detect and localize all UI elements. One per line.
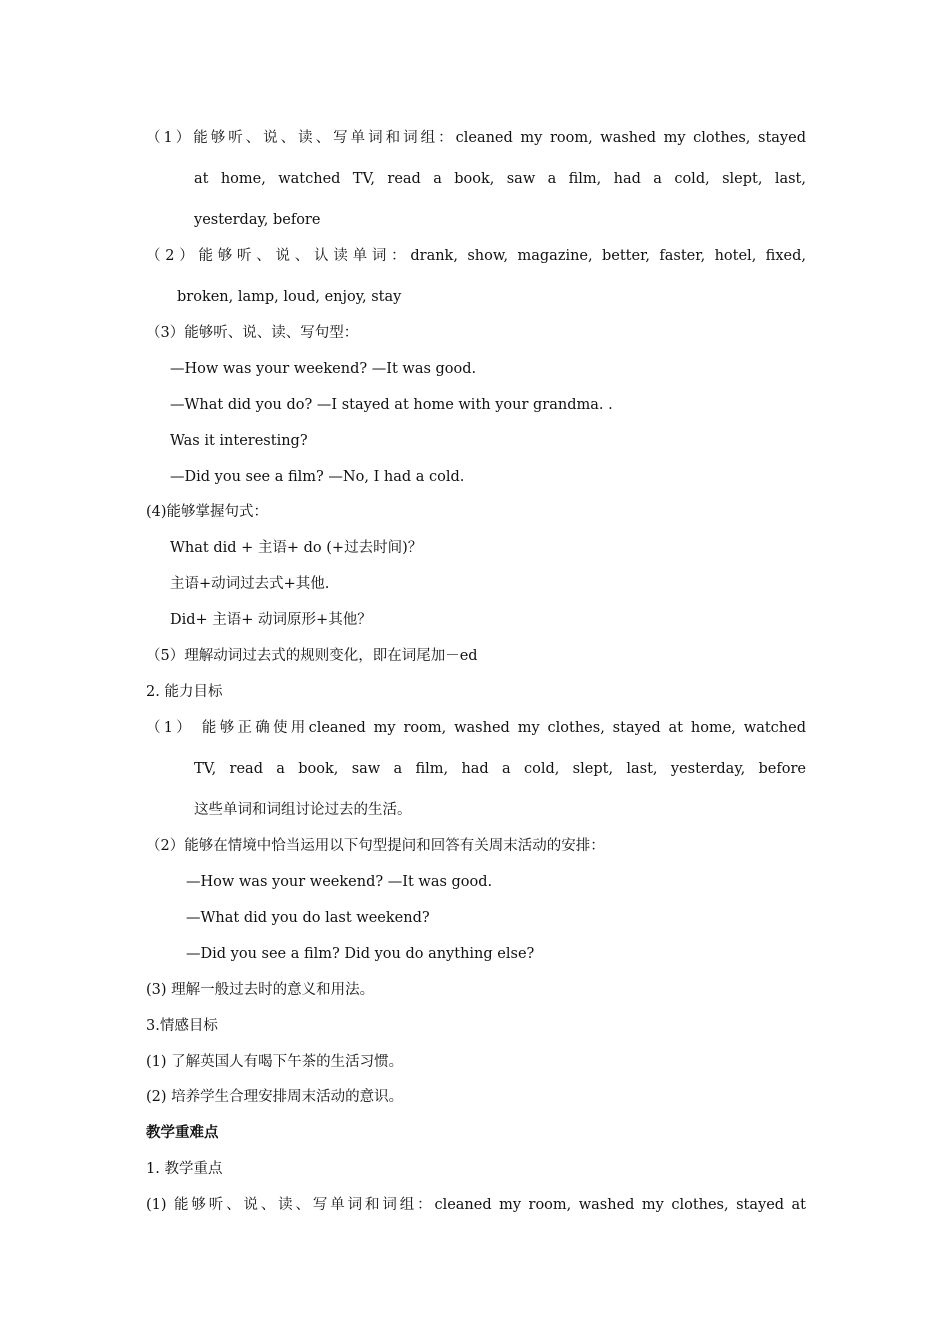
text-line: What did + 主语+ do (+过去时间)？ (170, 540, 423, 556)
text-line: （2）能够听、说、认读单词：drank, show, magazine, better, faster, hotel, fixed, (146, 248, 806, 264)
text-line: —Did you see a film? —No, I had a cold. (170, 469, 465, 485)
text-line: Was it interesting? (170, 433, 308, 449)
text-line: 这些单词和词组讨论过去的生活。 (194, 802, 412, 818)
text-line: (3) 理解一般过去时的意义和用法。 (146, 982, 375, 998)
text-line: （1） 能够正确使用cleaned my room, washed my clothes, stayed at home, watched (146, 720, 806, 736)
text-line: —Did you see a film? Did you do anything else? (186, 946, 535, 962)
section-heading: 2. 能力目标 (146, 684, 223, 700)
text-line: Did+ 主语+ 动词原形+其他？ (170, 612, 372, 628)
text-line: (4)能够掌握句式： (146, 504, 269, 520)
text-line: (1) 能够听、说、读、写单词和词组：cleaned my room, washed my clothes, stayed at (146, 1197, 806, 1213)
text-line: （2）能够在情境中恰当运用以下句型提问和回答有关周末活动的安排： (146, 838, 605, 854)
text-line: 主语+动词过去式+其他. (170, 576, 330, 592)
text-line: （5）理解动词过去式的规则变化，即在词尾加－ed (146, 648, 478, 664)
text-line: TV, read a book, saw a film, had a cold, slept, last, yesterday, before (194, 761, 806, 777)
text-line: —How was your weekend? —It was good. (186, 874, 493, 890)
text-line: (2) 培养学生合理安排周末活动的意识。 (146, 1089, 404, 1105)
bold-heading: 教学重难点 (146, 1124, 219, 1141)
text-line: （1）能够听、说、读、写单词和词组：cleaned my room, washed my clothes, stayed (146, 130, 806, 146)
text-line: —What did you do? —I stayed at home with your grandma. . (170, 397, 613, 413)
text-line: broken, lamp, loud, enjoy, stay (177, 289, 402, 305)
text-line: yesterday, before (194, 212, 321, 228)
section-heading: 1. 教学重点 (146, 1161, 223, 1177)
text-line: at home, watched TV, read a book, saw a film, had a cold, slept, last, (194, 171, 806, 187)
section-heading: 3.情感目标 (146, 1018, 218, 1034)
text-line: (1) 了解英国人有喝下午茶的生活习惯。 (146, 1054, 404, 1070)
text-line: —What did you do last weekend? (186, 910, 430, 926)
text-line: （3）能够听、说、读、写句型： (146, 325, 359, 341)
text-line: —How was your weekend? —It was good. (170, 361, 477, 377)
